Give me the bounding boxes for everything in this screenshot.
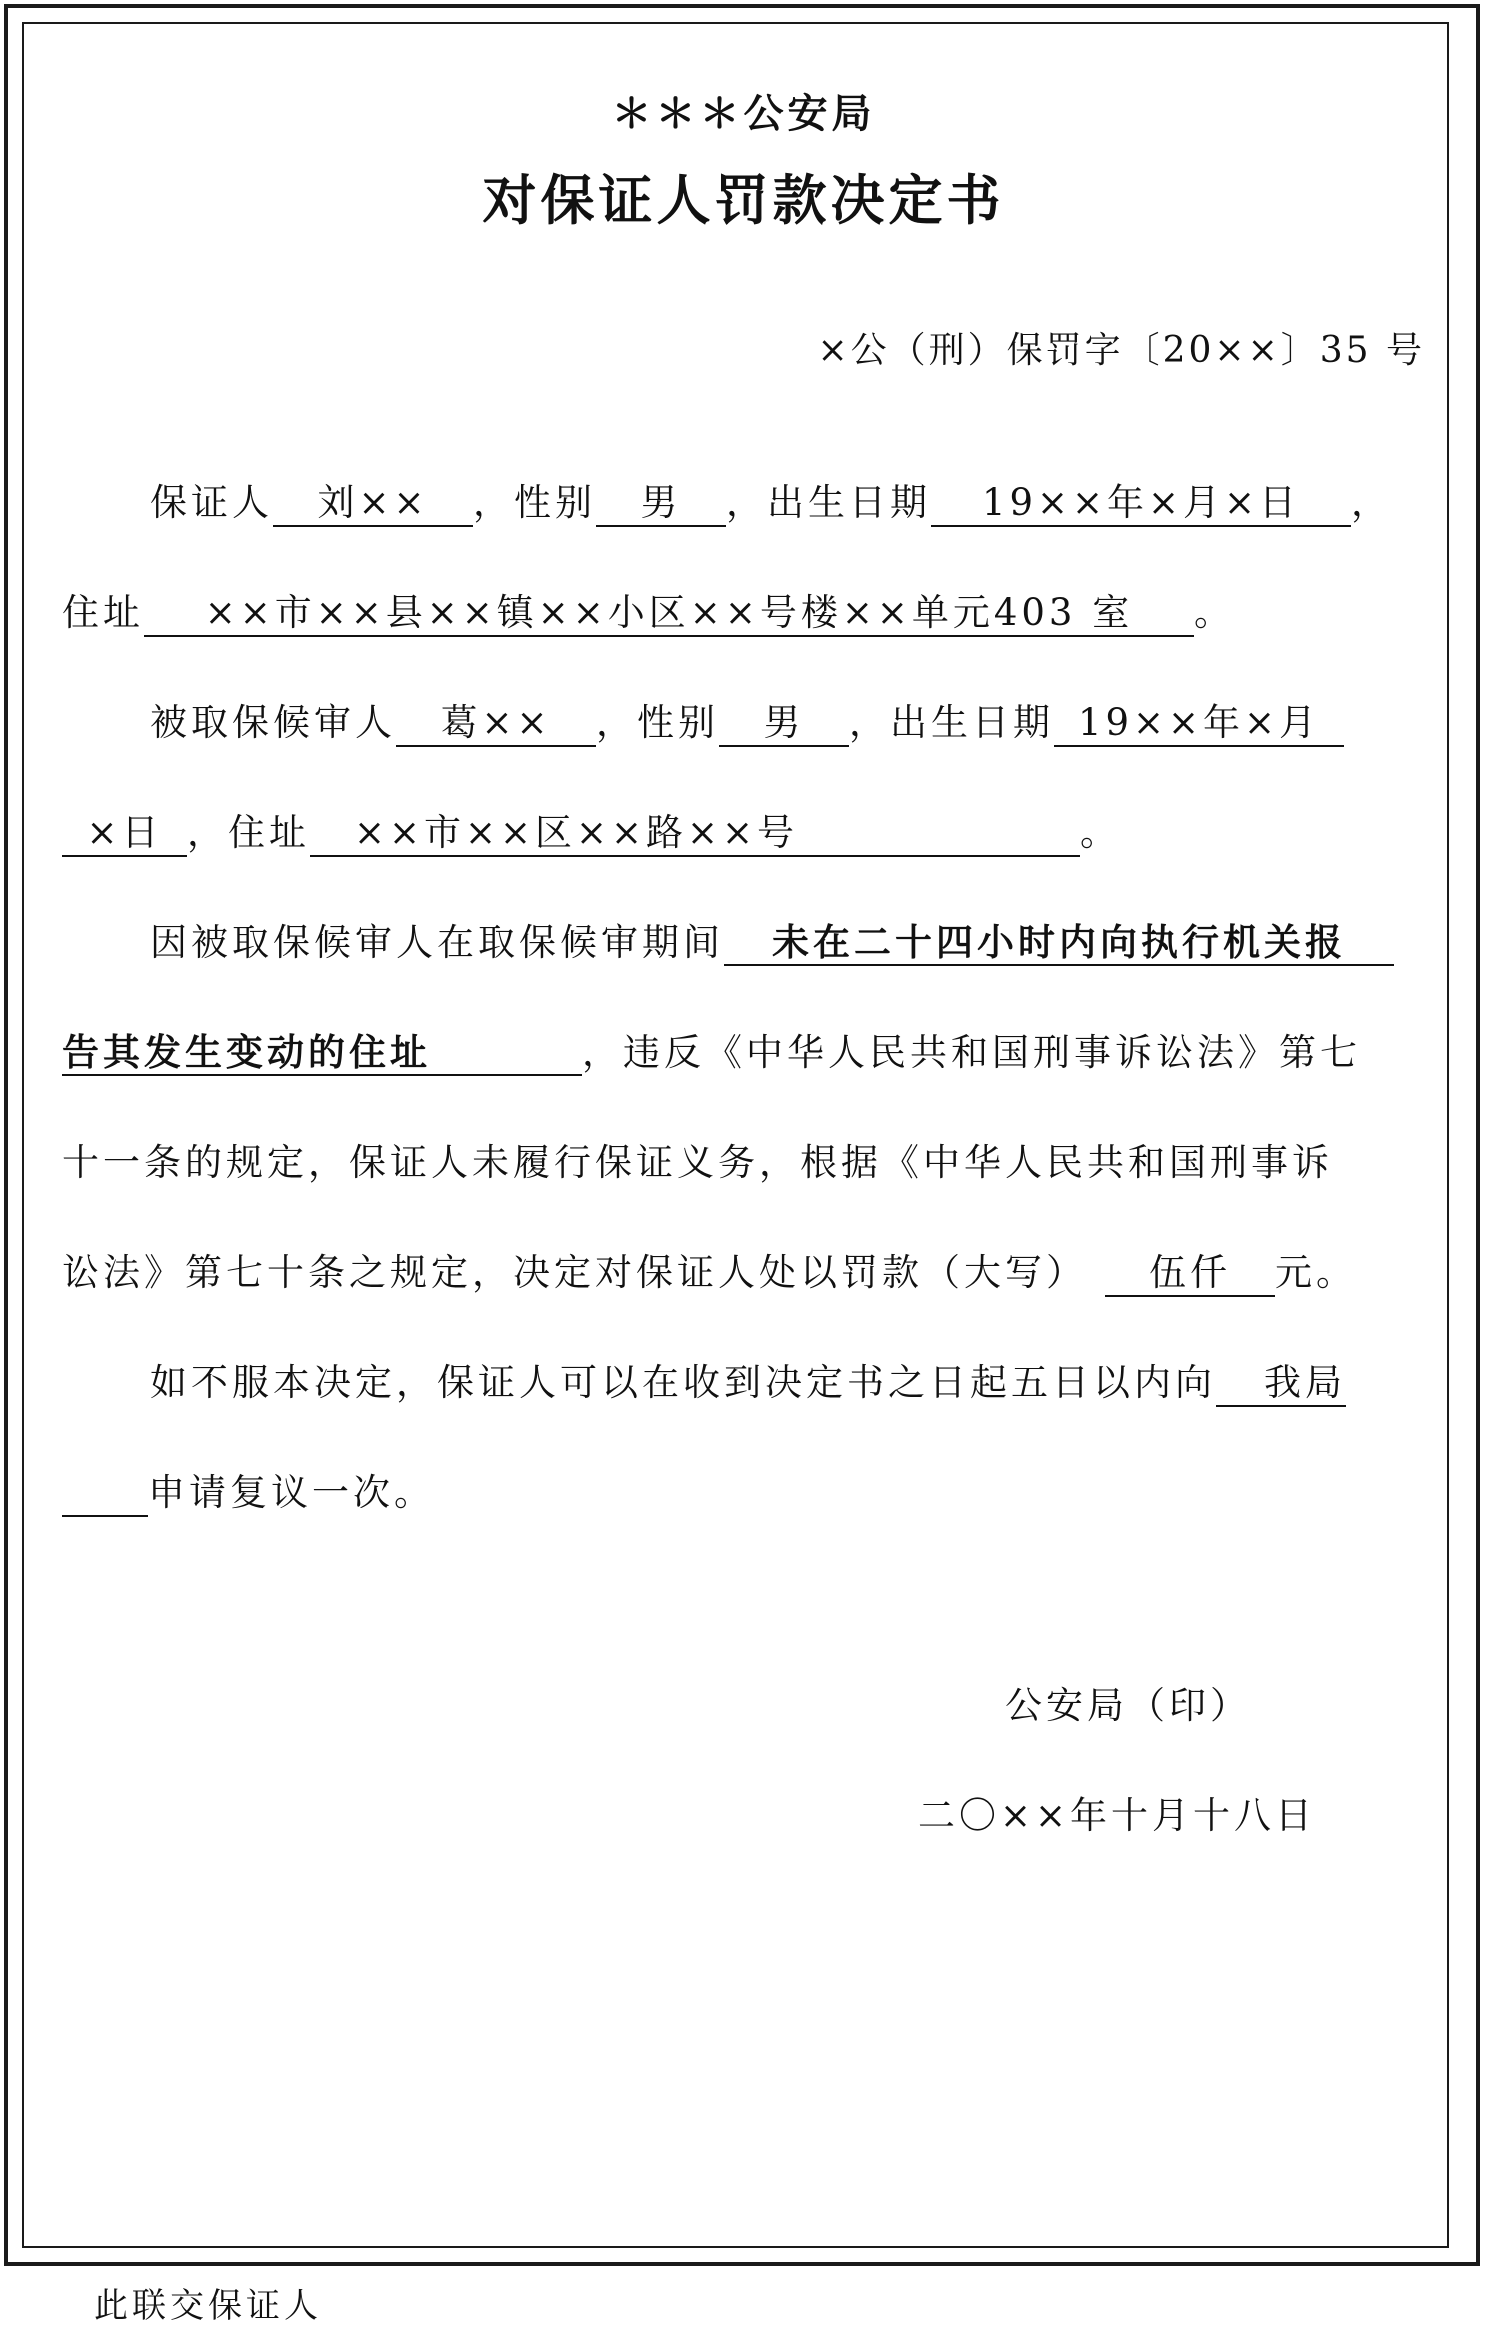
gender-label-2: ，性别 [596, 701, 719, 744]
address-label: 住址 [62, 591, 144, 634]
issue-date: 二〇××年十月十八日 [918, 1794, 1317, 1837]
document-number: ×公（刑）保罚字〔20××〕35 号 [817, 330, 1425, 371]
address-label-2: ，住址 [187, 811, 310, 854]
reason-line-2 [62, 1022, 1361, 1076]
accused-line [150, 692, 1344, 747]
fine-amount: 伍仟 [1105, 1251, 1275, 1297]
guarantor-name: 刘×× [273, 481, 473, 527]
gender-label: ，性别 [473, 481, 596, 524]
guarantor-address: ××市××县××镇××小区××号楼××单元403 室 [144, 591, 1194, 637]
accused-address: ××市××区××路××号 [310, 811, 1080, 857]
period: 。 [1194, 591, 1235, 634]
guarantor-address-line [62, 582, 1235, 637]
accused-birth-part2: ×日 [62, 811, 187, 857]
guarantor-birth: 19××年×月×日 [931, 481, 1351, 527]
copy-note: 此联交保证人 [94, 2286, 322, 2326]
appeal-line [150, 1352, 1346, 1407]
accused-birth-part1: 19××年×月 [1054, 701, 1344, 747]
birth-label: ，出生日期 [726, 481, 931, 524]
appeal-text: 如不服本决定，保证人可以在收到决定书之日起五日以内向 [150, 1361, 1216, 1404]
decision-line [62, 1242, 1357, 1297]
violation-text-1: ，违反《中华人民共和国刑事诉讼法》第七 [582, 1031, 1361, 1074]
guarantor-label: 保证人 [150, 481, 273, 524]
decision-text: 讼法》第七十条之规定，决定对保证人处以罚款（大写） [62, 1251, 1087, 1294]
comma: ， [1351, 481, 1392, 524]
appeal-body: 我局 [1216, 1361, 1346, 1407]
reason-line-1 [150, 912, 1394, 966]
appeal-end: 申请复议一次。 [148, 1471, 435, 1514]
violation-line [62, 1132, 1333, 1186]
violation-text-2: 十一条的规定，保证人未履行保证义务，根据《中华人民共和国刑事诉 [62, 1141, 1333, 1184]
seal-text: 公安局（印） [1005, 1684, 1251, 1727]
appeal-blank [62, 1471, 148, 1517]
guarantor-gender: 男 [596, 481, 726, 527]
period-2: 。 [1080, 811, 1121, 854]
yuan: 元。 [1275, 1251, 1357, 1294]
reason-prefix: 因被取保候审人在取保候审期间 [150, 921, 724, 964]
birth-label-2: ，出生日期 [849, 701, 1054, 744]
agency-name: ＊＊＊公安局 [611, 90, 876, 137]
reason-part1: 未在二十四小时内向执行机关报 [724, 920, 1394, 966]
accused-label: 被取保候审人 [150, 701, 396, 744]
accused-address-line [62, 802, 1121, 857]
reason-part2: 告其发生变动的住址 [62, 1030, 582, 1076]
accused-gender: 男 [719, 701, 849, 747]
document-title: 对保证人罚款决定书 [482, 168, 1005, 232]
appeal-end-line [62, 1462, 435, 1517]
guarantor-line [150, 472, 1392, 527]
accused-name: 葛×× [396, 701, 596, 747]
